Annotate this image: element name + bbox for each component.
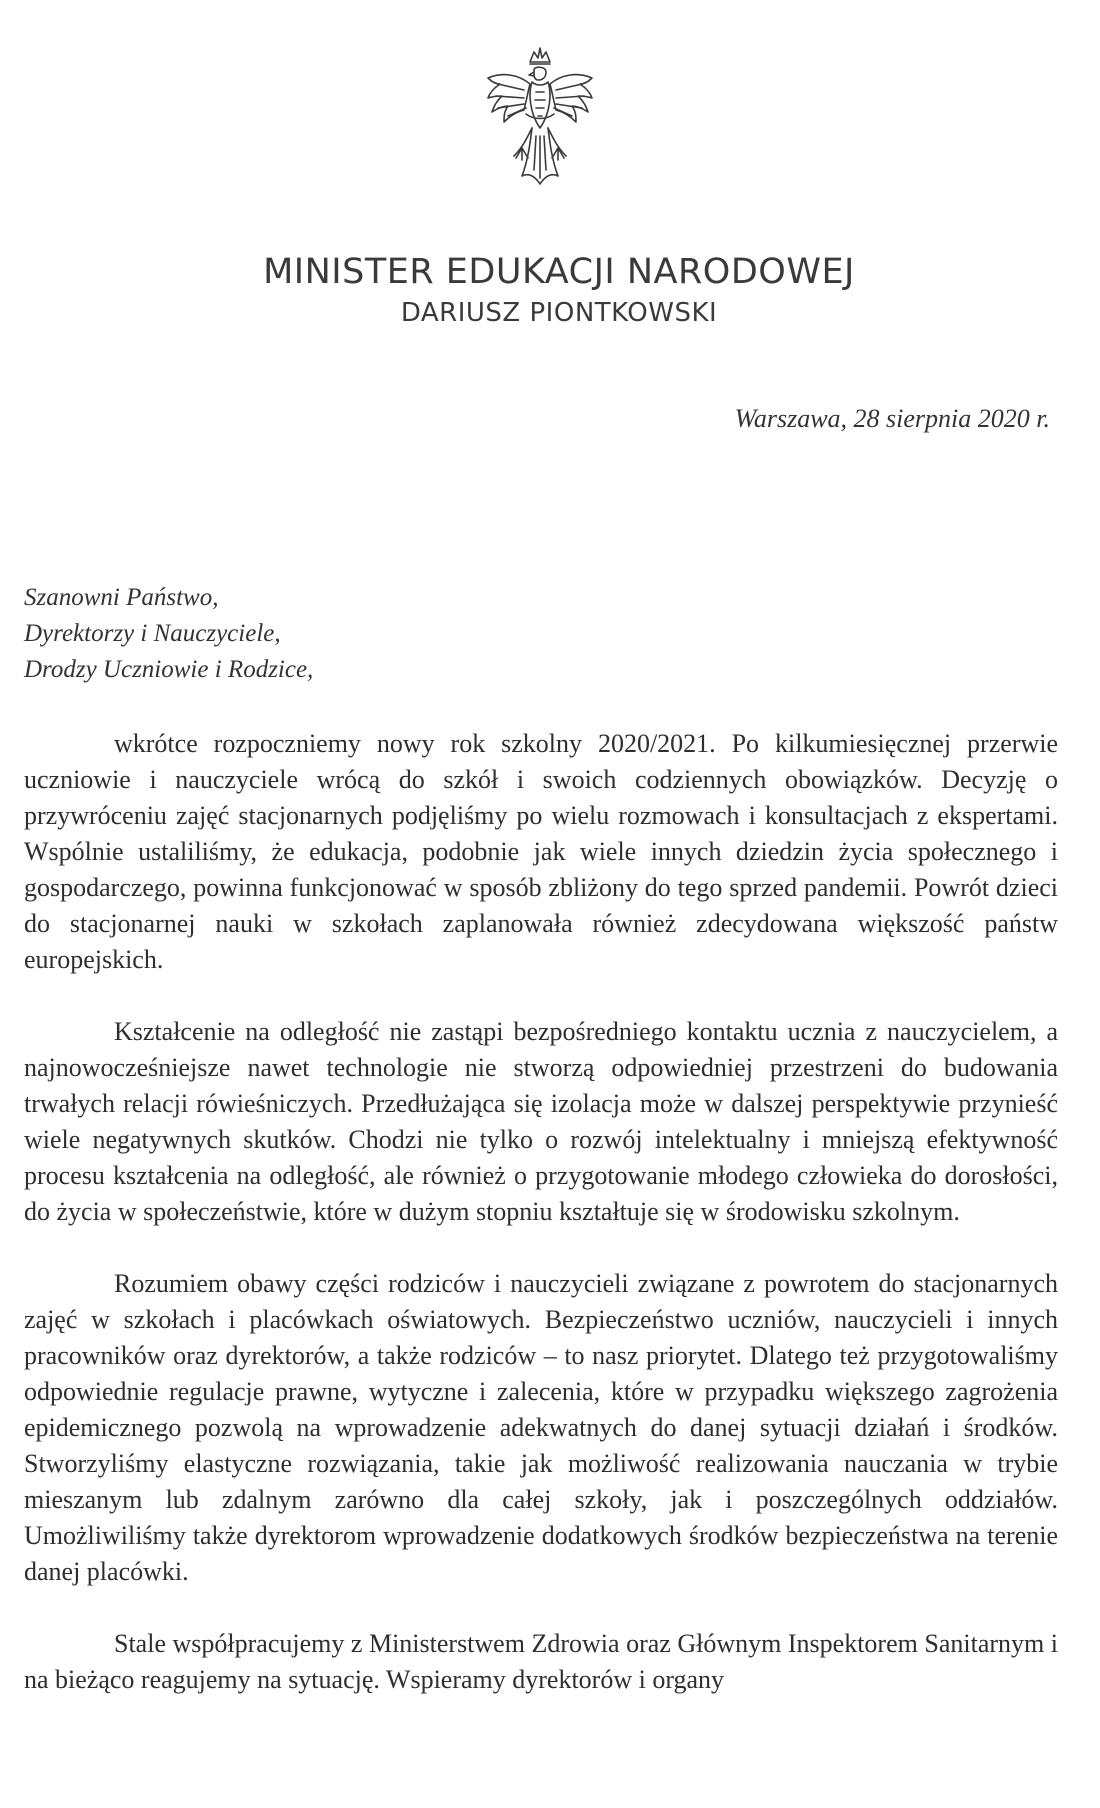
- salutation-line: Szanowni Państwo,: [24, 584, 219, 611]
- polish-eagle-emblem-icon: [478, 44, 602, 188]
- salutation-line: Drodzy Uczniowie i Rodzice,: [24, 656, 314, 683]
- salutation: [24, 580, 313, 688]
- paragraph: wkrótce rozpoczniemy nowy rok szkolny 2020/2021. Po kilkumiesięcznej przerwie uczniowie i nauczyciele wrócą do szkół i swoich codziennych obowiązków. Decyzję o przywróceniu zajęć stacjonarnych podjęliśmy po wielu rozmowach i konsultacjach z ekspertami. Wspólnie ustaliliśmy, że edukacja, podobnie jak wiele innych dziedzin życia społecznego i gospodarczego, powinna funkcjonować w sposób zbliżony do tego sprzed pandemii. Powrót dzieci do stacjonarnej nauki w szkołach zaplanowała również zdecydowana większość państw europejskich.: [24, 729, 1058, 974]
- dateline: Warszawa, 28 sierpnia 2020 r.: [734, 404, 1050, 433]
- letter-body: [24, 726, 1058, 1734]
- paragraph: Kształcenie na odległość nie zastąpi bezpośredniego kontaktu ucznia z nauczycielem, a najnowocześniejsze nawet technologie nie stworzą odpowiedniej przestrzeni do budowania trwałych relacji rówieśniczych. Przedłużająca się izolacja może w dalszej perspektywie przynieść wiele negatywnych skutków. Chodzi nie tylko o rozwój intelektualny i mniejszą efektywność procesu kształcenia na odległość, ale również o przygotowanie młodego człowieka do dorosłości, do życia w społeczeństwie, które w dużym stopniu kształtuje się w środowisku szkolnym.: [24, 1017, 1058, 1226]
- minister-name: DARIUSZ PIONTKOWSKI: [400, 298, 718, 328]
- paragraph: Stale współpracujemy z Ministerstwem Zdrowia oraz Głównym Inspektorem Sanitarnym i na bieżąco reagujemy na sytuację. Wspieramy dyrektorów i organy: [24, 1629, 1058, 1694]
- salutation-line: Dyrektorzy i Nauczyciele,: [24, 620, 281, 647]
- paragraph: Rozumiem obawy części rodziców i nauczycieli związane z powrotem do stacjonarnych zajęć w szkołach i placówkach oświatowych. Bezpieczeństwo uczniów, nauczycieli i innych pracowników oraz dyrektorów, a także rodziców – to nasz priorytet. Dlatego też przygotowaliśmy odpowiednie regulacje prawne, wytyczne i zalecenia, które w przypadku większego zagrożenia epidemicznego pozwolą na wprowadzenie adekwatnych do danej sytuacji działań i środków. Stworzyliśmy elastyczne rozwiązania, takie jak możliwość realizowania nauczania w trybie mieszanym lub zdalnym zarówno dla całej szkoły, jak i poszczególnych oddziałów. Umożliwiliśmy także dyrektorom wprowadzenie dodatkowych środków bezpieczeństwa na terenie danej placówki.: [24, 1269, 1058, 1586]
- institution-title: MINISTER EDUKACJI NARODOWEJ: [263, 252, 855, 292]
